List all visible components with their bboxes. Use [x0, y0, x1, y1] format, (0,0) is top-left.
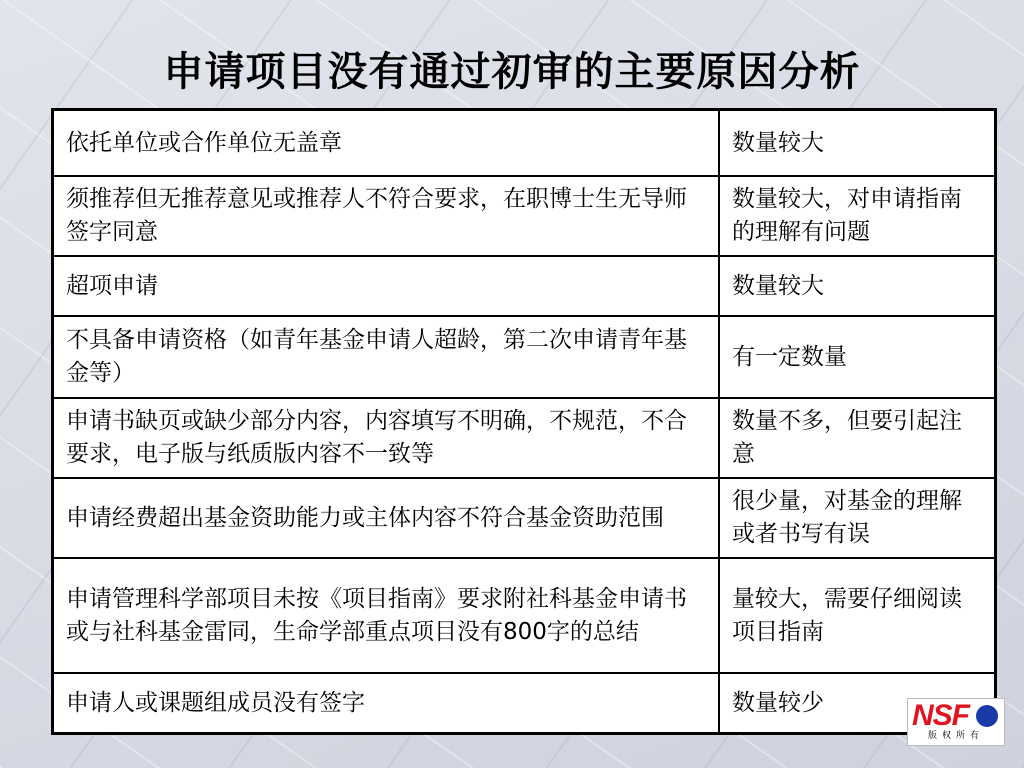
- quantity-cell: 数量较大: [719, 256, 996, 316]
- slide-title: 申请项目没有通过初审的主要原因分析: [163, 49, 861, 95]
- reason-cell: 申请书缺页或缺少部分内容，内容填写不明确，不规范，不合要求，电子版与纸质版内容不一致等: [53, 398, 720, 478]
- table-row: [53, 673, 996, 734]
- table-row: [53, 398, 996, 478]
- table-row: [53, 110, 996, 177]
- table-row: [53, 256, 996, 316]
- quantity-cell: 量较大，需要仔细阅读项目指南: [719, 558, 996, 673]
- logo-mark: NSF: [912, 699, 969, 732]
- reason-cell: 申请人或课题组成员没有签字: [53, 673, 720, 734]
- quantity-cell: 很少量，对基金的理解或者书写有误: [719, 478, 996, 558]
- table-row: [53, 558, 996, 673]
- logo-subtitle: 版权所有: [927, 731, 984, 741]
- nsfc-logo: [907, 698, 1005, 746]
- reason-cell: 不具备申请资格（如青年基金申请人超龄，第二次申请青年基金等）: [53, 316, 720, 398]
- quantity-cell: 数量较大，对申请指南的理解有问题: [719, 176, 996, 256]
- reason-cell: 依托单位或合作单位无盖章: [53, 110, 720, 177]
- quantity-cell: 数量不多，但要引起注意: [719, 398, 996, 478]
- quantity-cell: 数量较大: [719, 110, 996, 177]
- logo-circle-icon: [976, 705, 998, 727]
- quantity-cell: 有一定数量: [719, 316, 996, 398]
- quantity-cell: 数量较少: [719, 673, 996, 734]
- table-row: [53, 176, 996, 256]
- reason-cell: 申请管理科学部项目未按《项目指南》要求附社科基金申请书或与社科基金雷同，生命学部重点项目没有800字的总结: [53, 558, 720, 673]
- reason-cell: 超项申请: [53, 256, 720, 316]
- reason-cell: 须推荐但无推荐意见或推荐人不符合要求，在职博士生无导师签字同意: [53, 176, 720, 256]
- reasons-table: [51, 108, 997, 735]
- table-row: [53, 478, 996, 558]
- table-row: [53, 316, 996, 398]
- reason-cell: 申请经费超出基金资助能力或主体内容不符合基金资助范围: [53, 478, 720, 558]
